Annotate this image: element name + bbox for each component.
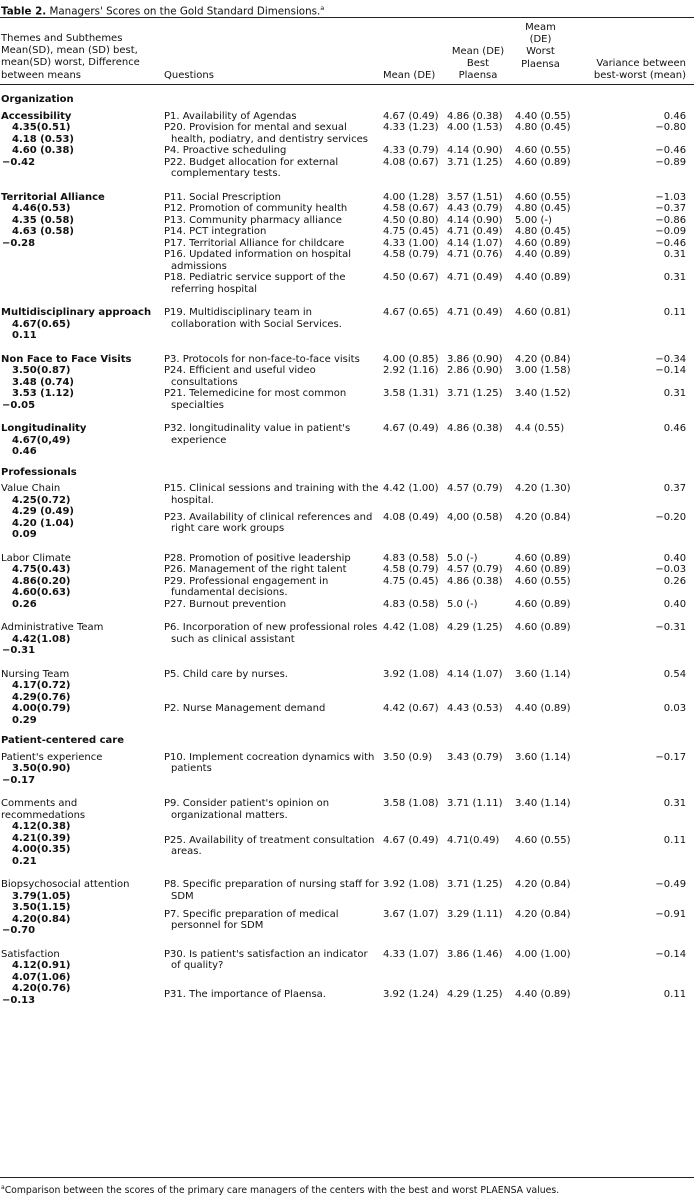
worst-cell: 4.60 (0.89): [515, 598, 571, 610]
question-cell: [163, 512, 379, 541]
best-cell: 4.14 (0.90): [447, 145, 503, 156]
subtheme-stat: 0.29: [12, 714, 37, 726]
subtheme-cell: [0, 867, 163, 937]
table-body: [0, 85, 694, 1006]
question-cell: [163, 752, 379, 787]
subtheme-cell: [0, 937, 163, 1007]
subtheme-stat: −0.31: [2, 645, 36, 656]
mean-cell: 4.58 (0.79): [383, 564, 439, 575]
subtheme-stat: 4.63 (0.58): [12, 226, 74, 237]
worst-cell: 4.20 (0.84): [515, 511, 571, 523]
mean-cell: 4.58 (0.67): [383, 203, 439, 214]
mean-cell: 4.50 (0.67): [383, 272, 439, 283]
question-text: P6. Incorporation of new professional roles such as clinical assistant: [164, 622, 378, 645]
question-cell: [163, 295, 379, 342]
question-text: P19. Multidisciplinary team in collaboration with Social Services.: [164, 307, 342, 330]
question-text: P16. Updated information on hospital admissions: [164, 249, 352, 272]
best-cell: 4.86 (0.38): [447, 110, 503, 122]
question-text: P17. Territorial Alliance for childcare: [164, 237, 345, 249]
subtheme-cell: [0, 786, 163, 867]
subtheme-stat: −0.28: [2, 237, 36, 249]
worst-cell: 3.60 (1.14): [515, 751, 571, 763]
worst-cell: 4.80 (0.45): [515, 122, 571, 133]
worst-cell: 4.60 (0.81): [515, 307, 571, 318]
subtheme-stat: −0.42: [2, 156, 36, 168]
best-cell: 4.57 (0.79): [447, 483, 503, 494]
bottom-rule: [0, 1177, 694, 1178]
subtheme-stat: 4.35 (0.58): [12, 214, 74, 226]
question-text: P23. Availability of clinical references and right care work groups: [164, 511, 373, 535]
table-label: Table 2.: [1, 5, 47, 18]
variance-cell: −0.14: [655, 948, 687, 960]
question-cell: [163, 703, 379, 726]
worst-cell: 4.20 (0.84): [515, 879, 571, 890]
variance-cell: 0.11: [663, 988, 687, 1000]
question-text: P29. Professional engagement in fundamental decisions.: [164, 575, 329, 598]
best-cell: 3.71 (1.25): [447, 388, 503, 399]
question-cell: [163, 610, 379, 657]
question-text: P27. Burnout prevention: [164, 598, 287, 610]
subtheme-stat: 3.53 (1.12): [12, 388, 74, 399]
subtheme-name: Satisfaction: [1, 948, 60, 960]
table-row: [0, 411, 694, 458]
best-cell: 4.43 (0.79): [447, 203, 503, 214]
subtheme-stat: 3.50(1.15): [12, 902, 71, 913]
variance-cell: −0.37: [655, 203, 687, 214]
mean-cell: 4.67 (0.49): [383, 110, 439, 122]
mean-cell: 3.92 (1.08): [383, 879, 439, 890]
question-text: P5. Child care by nurses.: [164, 668, 288, 680]
subtheme-name: Labor Climate: [1, 552, 71, 564]
worst-cell: 4.60 (0.89): [515, 552, 571, 564]
question-cell: [163, 657, 379, 704]
subtheme-stat: 4.17(0.72): [12, 680, 71, 691]
question-cell: [163, 226, 379, 238]
best-cell: 3.71 (1.25): [447, 156, 503, 168]
footnote: [1, 1182, 559, 1196]
question-text: P30. Is patient's satisfaction an indicator of quality?: [164, 948, 368, 971]
worst-cell: 4.40 (0.55): [515, 110, 571, 122]
question-cell: [163, 564, 379, 576]
mean-cell: 4.33 (1.00): [383, 237, 439, 249]
question-cell: [163, 180, 379, 204]
best-cell: 3.71 (1.11): [447, 798, 503, 809]
subtheme-name: Non Face to Face Visits: [1, 353, 132, 365]
variance-cell: 0.26: [663, 575, 687, 587]
subtheme-stat: −0.13: [2, 994, 36, 1006]
variance-cell: −0.49: [655, 879, 687, 890]
worst-cell: 4.60 (0.89): [515, 156, 571, 168]
question-text: P2. Nurse Management demand: [164, 703, 326, 715]
worst-cell: 4.80 (0.45): [515, 203, 571, 214]
subtheme-stat: 4.60(0.63): [12, 587, 71, 598]
best-cell: 4.14 (1.07): [447, 237, 503, 249]
table-row: [0, 937, 694, 989]
variance-cell: 0.40: [663, 552, 687, 564]
header-mean-worst: Meam (DE) Worst Plaensa: [521, 22, 560, 70]
variance-cell: −0.20: [655, 511, 687, 523]
subtheme-stat: 4.20(0.84): [12, 913, 71, 925]
mean-cell: 3.58 (1.08): [383, 798, 439, 809]
subtheme-name: Administrative Team: [1, 622, 104, 633]
question-text: P24. Efficient and useful video consultations: [164, 365, 316, 388]
table-row: [0, 342, 694, 366]
variance-cell: 0.31: [663, 272, 687, 283]
mean-cell: 4.75 (0.45): [383, 226, 439, 237]
question-cell: [163, 215, 379, 227]
question-cell: [163, 157, 379, 180]
subtheme-cell: [0, 411, 163, 458]
variance-cell: −0.46: [655, 237, 687, 249]
subtheme-stat: 4.00(0.35): [12, 844, 71, 855]
question-cell: [163, 599, 379, 611]
variance-cell: −0.86: [655, 214, 687, 226]
worst-cell: 4.40 (0.89): [515, 703, 571, 715]
best-cell: 4.71 (0.49): [447, 307, 503, 318]
section-row: [0, 726, 694, 752]
header-questions: Questions: [164, 70, 214, 81]
subtheme-name: Biopsychosocial attention: [1, 879, 130, 890]
worst-cell: 4.60 (0.55): [515, 145, 571, 156]
best-cell: 5.0 (-): [447, 552, 478, 564]
question-text: P21. Telemedicine for most common specialties: [164, 388, 347, 411]
subtheme-stat: −0.17: [2, 774, 36, 786]
question-cell: [163, 145, 379, 157]
subtheme-stat: 3.50(0.87): [12, 365, 71, 376]
subtheme-stat: 4.18 (0.53): [12, 133, 74, 145]
question-cell: [163, 411, 379, 458]
subtheme-stat: 4.21(0.39): [12, 832, 71, 844]
mean-cell: 4.83 (0.58): [383, 552, 439, 564]
subtheme-stat: 0.26: [12, 598, 37, 610]
worst-cell: 4.40 (0.89): [515, 272, 571, 283]
subtheme-cell: [0, 180, 163, 296]
best-cell: 2.86 (0.90): [447, 365, 503, 376]
worst-cell: 4.60 (0.89): [515, 237, 571, 249]
worst-cell: 4.60 (0.55): [515, 575, 571, 587]
table-row: [0, 483, 694, 512]
mean-cell: 3.67 (1.07): [383, 908, 439, 920]
variance-cell: −0.03: [655, 564, 687, 575]
subtheme-stat: 4.12(0.38): [12, 821, 71, 832]
subtheme-cell: [0, 483, 163, 541]
mean-cell: 3.92 (1.24): [383, 988, 439, 1000]
caption-marker: a: [320, 4, 325, 12]
table-row: [0, 786, 694, 835]
best-cell: 5.0 (-): [447, 598, 478, 610]
question-cell: [163, 272, 379, 295]
subtheme-stat: 0.21: [12, 855, 37, 867]
worst-cell: 4.20 (0.84): [515, 908, 571, 920]
subtheme-stat: 4.25(0.72): [12, 494, 71, 506]
subtheme-name: Territorial Alliance: [1, 191, 105, 203]
best-cell: 4.86 (0.38): [447, 575, 503, 587]
mean-cell: 4.50 (0.80): [383, 214, 439, 226]
worst-cell: 3.40 (1.14): [515, 798, 571, 809]
question-cell: [163, 203, 379, 215]
subtheme-name: Value Chain: [1, 483, 61, 494]
subtheme-stat: 4.35(0.51): [12, 122, 71, 133]
question-text: P18. Pediatric service support of the referring hospital: [164, 272, 346, 295]
question-text: P10. Implement cocreation dynamics with patients: [164, 751, 375, 774]
subtheme-name: Comments and recommedations: [1, 798, 86, 821]
subtheme-stat: 4.07(1.06): [12, 971, 71, 983]
worst-cell: 4.40 (0.89): [515, 249, 571, 260]
question-text: P31. The importance of Plaensa.: [164, 988, 326, 1000]
subtheme-cell: [0, 657, 163, 727]
mean-cell: 2.92 (1.16): [383, 365, 439, 376]
question-text: P7. Specific preparation of medical personnel for SDM: [164, 908, 339, 932]
question-cell: [163, 483, 379, 512]
section-title: Patient-centered care: [1, 735, 124, 746]
mean-cell: 4.08 (0.67): [383, 156, 439, 168]
question-text: P3. Protocols for non-face-to-face visits: [164, 353, 360, 365]
subtheme-name: Multidisciplinary approach: [1, 307, 152, 318]
mean-cell: 4.67 (0.65): [383, 307, 439, 318]
subtheme-stat: 4.29(0.76): [12, 691, 71, 703]
section-title: Professionals: [1, 466, 77, 478]
question-cell: [163, 238, 379, 250]
question-text: P20. Provision for mental and sexual health, podiatry, and dentistry services: [164, 122, 368, 145]
best-cell: 4.29 (1.25): [447, 988, 503, 1000]
question-cell: [163, 786, 379, 835]
question-text: P25. Availability of treatment consultation areas.: [164, 834, 375, 858]
header-mean: Mean (DE): [383, 70, 436, 81]
variance-cell: 0.46: [663, 423, 687, 434]
table-row: [0, 295, 694, 342]
best-cell: 4,00 (0.58): [447, 511, 503, 523]
best-cell: 3.86 (0.90): [447, 353, 503, 365]
table-row: [0, 752, 694, 787]
variance-cell: 0.31: [663, 388, 687, 399]
subtheme-cell: [0, 295, 163, 342]
subtheme-stat: 0.09: [12, 529, 37, 540]
question-cell: [163, 111, 379, 123]
variance-cell: −0.46: [655, 145, 687, 156]
subtheme-stat: 4.86(0.20): [12, 575, 71, 587]
best-cell: 4.00 (1.53): [447, 122, 503, 133]
mean-cell: 3.92 (1.08): [383, 668, 439, 680]
best-cell: 4.71(0.49): [447, 834, 500, 846]
mean-cell: 4.75 (0.45): [383, 575, 439, 587]
table-row: [0, 180, 694, 204]
question-text: P8. Specific preparation of nursing staff for SDM: [164, 879, 379, 902]
best-cell: 3.71 (1.25): [447, 879, 503, 890]
mean-cell: 4.58 (0.79): [383, 249, 439, 260]
question-cell: [163, 365, 379, 388]
subtheme-stat: 4.29 (0.49): [12, 506, 74, 517]
question-cell: [163, 576, 379, 599]
subtheme-stat: 3.48 (0.74): [12, 376, 74, 388]
question-text: P13. Community pharmacy alliance: [164, 214, 342, 226]
table-row: [0, 541, 694, 565]
mean-cell: 4.00 (1.28): [383, 191, 439, 203]
question-text: P9. Consider patient's opinion on organizational matters.: [164, 798, 330, 821]
mean-cell: 4.67 (0.49): [383, 423, 439, 434]
subtheme-stat: 4.12(0.91): [12, 960, 71, 971]
question-cell: [163, 122, 379, 145]
best-cell: 4.57 (0.79): [447, 564, 503, 575]
subtheme-name: Patient's experience: [1, 751, 103, 763]
variance-cell: 0.40: [663, 598, 687, 610]
worst-cell: 3.40 (1.52): [515, 388, 571, 399]
worst-cell: 4.4 (0.55): [515, 423, 565, 434]
subtheme-stat: 0.11: [12, 330, 37, 341]
variance-cell: −0.17: [655, 751, 687, 763]
worst-cell: 4.00 (1.00): [515, 948, 571, 960]
variance-cell: −1.03: [655, 191, 687, 203]
mean-cell: 4.33 (0.79): [383, 145, 439, 156]
question-cell: [163, 249, 379, 272]
subtheme-stat: 4.20 (1.04): [12, 517, 74, 529]
variance-cell: −0.31: [655, 622, 687, 633]
subtheme-cell: [0, 752, 163, 787]
best-cell: 4.43 (0.53): [447, 703, 503, 715]
mean-cell: 4.33 (1.07): [383, 948, 439, 960]
subtheme-stat: 4.60 (0.38): [12, 145, 74, 156]
worst-cell: 5.00 (-): [515, 214, 552, 226]
question-text: P1. Availability of Agendas: [164, 110, 297, 122]
subtheme-name: Longitudinality: [1, 423, 87, 434]
variance-cell: −0.80: [655, 122, 687, 133]
worst-cell: 3.00 (1.58): [515, 365, 571, 376]
mean-cell: 4.42 (1.08): [383, 622, 439, 633]
subtheme-cell: [0, 342, 163, 412]
top-rule: [0, 17, 694, 18]
best-cell: 4.29 (1.25): [447, 622, 503, 633]
best-cell: 3.86 (1.46): [447, 948, 503, 960]
variance-cell: −0.91: [655, 908, 687, 920]
table-row: [0, 867, 694, 909]
section-row: [0, 458, 694, 484]
table-row: [0, 657, 694, 704]
subtheme-stat: 4.67(0,49): [12, 434, 71, 446]
worst-cell: 4.60 (0.55): [515, 834, 571, 846]
subtheme-stat: 3.50(0.90): [12, 763, 71, 774]
footnote-marker: a: [1, 1184, 5, 1191]
variance-cell: −0.89: [655, 156, 687, 168]
best-cell: 4.14 (0.90): [447, 214, 503, 226]
mean-cell: 3.50 (0.9): [383, 751, 433, 763]
section-title: Organization: [1, 94, 74, 105]
footnote-text: Comparison between the scores of the primary care managers of the centers with the best and worst PLAENSA values.: [4, 1185, 560, 1196]
question-cell: [163, 909, 379, 937]
question-cell: [163, 342, 379, 366]
subtheme-name: Nursing Team: [1, 668, 70, 680]
question-text: P15. Clinical sessions and training with the hospital.: [164, 483, 379, 506]
table-row: [0, 111, 694, 123]
subtheme-stat: 4.46(0.53): [12, 203, 71, 214]
worst-cell: 4.20 (1.30): [515, 483, 571, 494]
worst-cell: 4.60 (0.55): [515, 191, 571, 203]
best-cell: 4.71 (0.49): [447, 272, 503, 283]
question-text: P11. Social Prescription: [164, 191, 281, 203]
subtheme-cell: [0, 610, 163, 657]
variance-cell: 0.11: [663, 834, 687, 846]
question-cell: [163, 867, 379, 909]
best-cell: 4.14 (1.07): [447, 668, 503, 680]
header-variance: Variance between best-worst (mean): [593, 58, 686, 82]
worst-cell: 4.80 (0.45): [515, 226, 571, 237]
variance-cell: 0.31: [663, 798, 687, 809]
subtheme-stat: −0.70: [2, 925, 36, 936]
header-themes: Themes and Subthemes Mean(SD), mean (SD) best, mean(SD) worst, Difference between means: [1, 33, 140, 81]
subtheme-stat: 4.00(0.79): [12, 703, 71, 714]
variance-cell: −0.34: [655, 353, 687, 365]
subtheme-stat: 4.20(0.76): [12, 983, 71, 994]
header-mean-best: Mean (DE) Best Plaensa: [451, 46, 505, 82]
worst-cell: 4.20 (0.84): [515, 353, 571, 365]
variance-cell: 0.03: [663, 703, 687, 715]
best-cell: 3.29 (1.11): [447, 908, 503, 920]
mean-cell: 4.00 (0.85): [383, 353, 439, 365]
question-cell: [163, 388, 379, 411]
question-cell: [163, 937, 379, 989]
mean-cell: 4.08 (0.49): [383, 511, 439, 523]
mean-cell: 4.42 (1.00): [383, 483, 439, 494]
subtheme-stat: 4.67(0.65): [12, 318, 71, 330]
question-text: P28. Promotion of positive leadership: [164, 552, 351, 564]
question-cell: [163, 541, 379, 565]
question-cell: [163, 835, 379, 867]
caption-text: Managers' Scores on the Gold Standard Dimensions.: [49, 5, 321, 18]
subtheme-stat: 4.75(0.43): [12, 564, 71, 575]
best-cell: 3.43 (0.79): [447, 751, 503, 763]
question-text: P26. Management of the right talent: [164, 564, 347, 575]
variance-cell: 0.31: [663, 249, 687, 260]
mean-cell: 4.67 (0.49): [383, 834, 439, 846]
worst-cell: 4.60 (0.89): [515, 564, 571, 575]
mean-cell: 4.33 (1.23): [383, 122, 439, 133]
variance-cell: 0.46: [663, 110, 687, 122]
section-row: [0, 85, 694, 111]
question-text: P12. Promotion of community health: [164, 203, 348, 214]
best-cell: 3.57 (1.51): [447, 191, 503, 203]
variance-cell: 0.54: [663, 668, 687, 680]
subtheme-stat: −0.05: [2, 399, 36, 411]
subtheme-name: Accessibility: [1, 110, 72, 122]
table-caption: [1, 2, 324, 17]
subtheme-cell: [0, 111, 163, 180]
variance-cell: 0.11: [663, 307, 687, 318]
question-text: P32. longitudinality value in patient's experience: [164, 423, 351, 446]
best-cell: 4.86 (0.38): [447, 423, 503, 434]
mean-cell: 4.83 (0.58): [383, 598, 439, 610]
variance-cell: 0.37: [663, 483, 687, 494]
variance-cell: −0.14: [655, 365, 687, 376]
question-cell: [163, 989, 379, 1006]
worst-cell: 4.40 (0.89): [515, 988, 571, 1000]
subtheme-stat: 4.42(1.08): [12, 633, 71, 645]
variance-cell: −0.09: [655, 226, 687, 237]
question-text: P4. Proactive scheduling: [164, 145, 287, 156]
best-cell: 4.71 (0.76): [447, 249, 503, 260]
best-cell: 4.71 (0.49): [447, 226, 503, 237]
subtheme-stat: 0.46: [12, 446, 37, 457]
question-text: P22. Budget allocation for external complementary tests.: [164, 156, 339, 179]
mean-cell: 4.42 (0.67): [383, 703, 439, 715]
question-text: P14. PCT integration: [164, 226, 267, 237]
worst-cell: 3.60 (1.14): [515, 668, 571, 680]
subtheme-stat: 3.79(1.05): [12, 890, 71, 902]
subtheme-cell: [0, 541, 163, 611]
table-row: [0, 610, 694, 657]
worst-cell: 4.60 (0.89): [515, 622, 571, 633]
scores-table: [0, 85, 694, 1006]
mean-cell: 3.58 (1.31): [383, 388, 439, 399]
